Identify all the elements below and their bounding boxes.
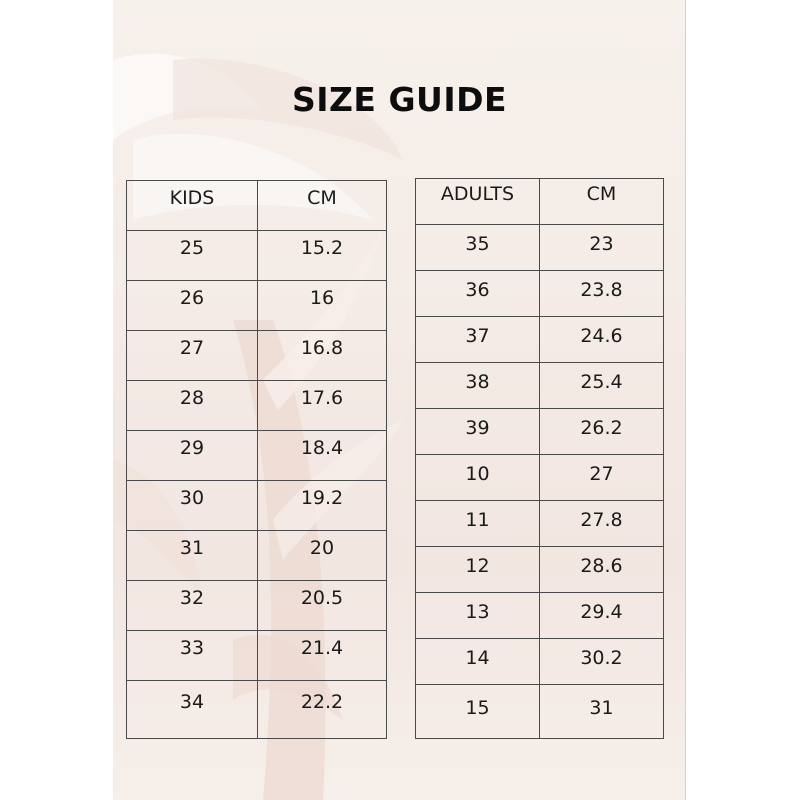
- kids-cm-cell: 18.4: [258, 431, 387, 481]
- table-row: [127, 431, 387, 481]
- kids-size-cell: 28: [127, 381, 258, 431]
- adults-size-cell: 12: [416, 547, 540, 593]
- table-row: [416, 317, 664, 363]
- size-guide-page: [113, 0, 686, 800]
- table-header-row: [127, 181, 387, 231]
- kids-cm-cell: 22.2: [258, 681, 387, 739]
- table-row: [127, 681, 387, 739]
- adults-cm-cell: 23.8: [540, 271, 664, 317]
- table-row: [416, 455, 664, 501]
- adults-size-cell: 37: [416, 317, 540, 363]
- kids-cm-cell: 20.5: [258, 581, 387, 631]
- adults-size-cell: 36: [416, 271, 540, 317]
- adults-cm-cell: 24.6: [540, 317, 664, 363]
- adults-cm-cell: 28.6: [540, 547, 664, 593]
- kids-size-cell: 26: [127, 281, 258, 331]
- kids-size-cell: 29: [127, 431, 258, 481]
- table-row: [127, 631, 387, 681]
- kids-size-cell: 31: [127, 531, 258, 581]
- adults-size-cell: 35: [416, 225, 540, 271]
- kids-size-cell: 25: [127, 231, 258, 281]
- page-title: SIZE GUIDE: [291, 80, 508, 119]
- adults-cm-cell: 23: [540, 225, 664, 271]
- kids-cm-cell: 21.4: [258, 631, 387, 681]
- kids-size-table: [126, 180, 387, 739]
- adults-cm-cell: 27.8: [540, 501, 664, 547]
- adults-cm-cell: 26.2: [540, 409, 664, 455]
- table-row: [416, 225, 664, 271]
- adults-size-cell: 39: [416, 409, 540, 455]
- adults-cm-cell: 25.4: [540, 363, 664, 409]
- adults-size-cell: 13: [416, 593, 540, 639]
- kids-size-cell: 30: [127, 481, 258, 531]
- kids-size-header: KIDS: [127, 181, 258, 231]
- table-row: [127, 381, 387, 431]
- adults-size-cell: 15: [416, 685, 540, 739]
- adults-size-table: [415, 178, 664, 739]
- adults-size-cell: 10: [416, 455, 540, 501]
- kids-cm-cell: 19.2: [258, 481, 387, 531]
- kids-size-cell: 32: [127, 581, 258, 631]
- table-row: [416, 547, 664, 593]
- adults-size-cell: 38: [416, 363, 540, 409]
- kids-cm-cell: 16.8: [258, 331, 387, 381]
- kids-cm-header: CM: [258, 181, 387, 231]
- table-row: [127, 531, 387, 581]
- table-row: [127, 231, 387, 281]
- adults-cm-cell: 30.2: [540, 639, 664, 685]
- kids-cm-cell: 15.2: [258, 231, 387, 281]
- kids-size-cell: 27: [127, 331, 258, 381]
- adults-cm-header: CM: [540, 179, 664, 225]
- adults-size-cell: 11: [416, 501, 540, 547]
- table-row: [416, 501, 664, 547]
- table-row: [416, 639, 664, 685]
- table-row: [416, 271, 664, 317]
- table-header-row: [416, 179, 664, 225]
- table-row: [127, 481, 387, 531]
- adults-size-cell: 14: [416, 639, 540, 685]
- table-row: [127, 281, 387, 331]
- adults-cm-cell: 29.4: [540, 593, 664, 639]
- table-row: [416, 685, 664, 739]
- table-row: [127, 581, 387, 631]
- kids-cm-cell: 16: [258, 281, 387, 331]
- kids-size-cell: 33: [127, 631, 258, 681]
- table-row: [127, 331, 387, 381]
- kids-size-cell: 34: [127, 681, 258, 739]
- kids-cm-cell: 17.6: [258, 381, 387, 431]
- adults-cm-cell: 27: [540, 455, 664, 501]
- kids-cm-cell: 20: [258, 531, 387, 581]
- adults-cm-cell: 31: [540, 685, 664, 739]
- table-row: [416, 409, 664, 455]
- table-row: [416, 363, 664, 409]
- table-row: [416, 593, 664, 639]
- adults-size-header: ADULTS: [416, 179, 540, 225]
